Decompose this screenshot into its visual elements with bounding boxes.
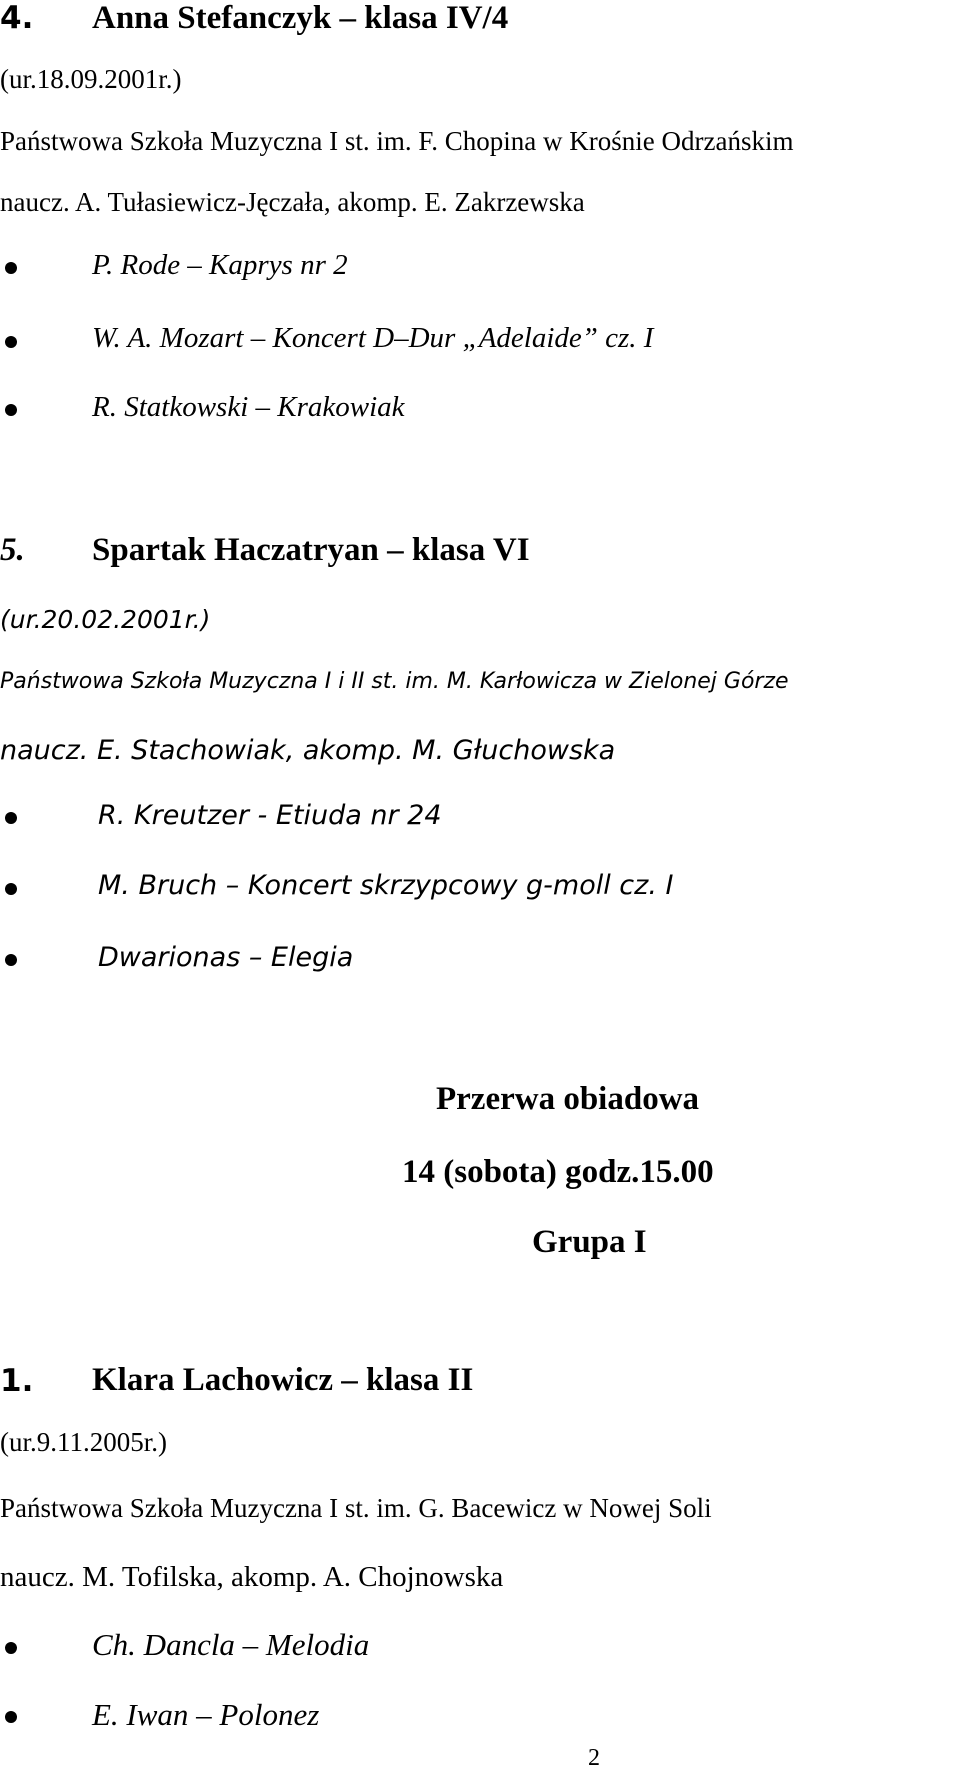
bullet-icon — [5, 954, 17, 966]
piece-item: R. Statkowski – Krakowiak — [92, 391, 405, 423]
break-date: 14 (sobota) godz.15.00 — [402, 1154, 714, 1190]
bullet-icon — [5, 404, 17, 416]
birth-date: (ur.9.11.2005r.) — [0, 1427, 167, 1457]
piece-item: R. Kreutzer - Etiuda nr 24 — [98, 800, 442, 831]
school-name: Państwowa Szkoła Muzyczna I i II st. im. M. Karłowicza w Zielonej Górze — [0, 669, 789, 694]
group-title: Grupa I — [532, 1224, 647, 1260]
school-name: Państwowa Szkoła Muzyczna I st. im. F. Chopina w Krośnie Odrzańskim — [0, 126, 794, 156]
entry-heading: Spartak Haczatryan – klasa VI — [92, 532, 530, 568]
piece-item: Dwarionas – Elegia — [98, 942, 354, 973]
teacher-line: naucz. A. Tułasiewicz-Jęczała, akomp. E. Zakrzewska — [0, 187, 585, 217]
page-number: 2 — [588, 1745, 600, 1771]
bullet-icon — [5, 1642, 17, 1654]
piece-item: Ch. Dancla – Melodia — [92, 1627, 370, 1662]
birth-date: (ur.18.09.2001r.) — [0, 64, 182, 94]
entry-number: 5. — [0, 532, 25, 568]
bullet-icon — [5, 1711, 17, 1723]
break-title: Przerwa obiadowa — [436, 1081, 700, 1117]
entry-heading: Klara Lachowicz – klasa II — [92, 1362, 474, 1398]
bullet-icon — [5, 262, 17, 274]
school-name: Państwowa Szkoła Muzyczna I st. im. G. Bacewicz w Nowej Soli — [0, 1493, 712, 1523]
piece-item: W. A. Mozart – Koncert D–Dur „Adelaide” cz. I — [92, 322, 654, 354]
birth-date: (ur.20.02.2001r.) — [0, 605, 211, 634]
teacher-line: naucz. M. Tofilska, akomp. A. Chojnowska — [0, 1561, 504, 1593]
bullet-icon — [5, 883, 17, 895]
piece-item: P. Rode – Kaprys nr 2 — [92, 249, 348, 281]
piece-item: E. Iwan – Polonez — [92, 1697, 320, 1732]
teacher-line: naucz. E. Stachowiak, akomp. M. Głuchowska — [0, 735, 616, 766]
bullet-icon — [5, 336, 17, 348]
bullet-icon — [5, 812, 17, 824]
entry-number: 4. — [0, 0, 34, 36]
entry-number: 1. — [0, 1363, 34, 1399]
entry-heading: Anna Stefanczyk – klasa IV/4 — [92, 0, 509, 36]
piece-item: M. Bruch – Koncert skrzypcowy g-moll cz. I — [98, 870, 674, 901]
